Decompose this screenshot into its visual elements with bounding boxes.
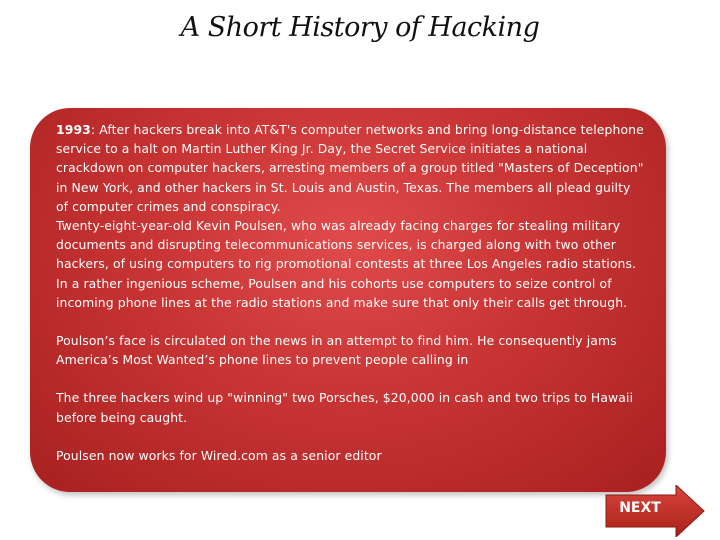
paragraph-poulsen-charges: Twenty-eight-year-old Kevin Poulsen, who was already facing charges for stealing military documents and disrupting telecommunications services, is charged along with two other hackers, of using computers to rig promotional contests at three Los Angeles radio stations. In a rather ingenious scheme, Poulsen and his cohorts use computers to seize control of incoming phone lines at the radio stations and make sure that only their calls get through. [56,218,637,310]
content-text [56,120,646,465]
paragraph-1993-body: : After hackers break into AT&T's computer networks and bring long-distance telephone service to a halt on Martin Luther King Jr. Day, the Secret Service initiates a national crackdown on computer hackers, arresting members of a group titled "Masters of Deception" in New York, and other hackers in St. Louis and Austin, Texas. The members all plead guilty of computer crimes and conspiracy. [56,122,644,214]
next-button[interactable] [604,485,706,537]
paragraph-wired: Poulsen now works for Wired.com as a senior editor [56,447,382,463]
paragraph-1993 [56,120,646,216]
next-button-label: NEXT [619,500,661,516]
year-label: 1993 [56,122,91,137]
paragraph-winnings: The three hackers wind up "winning" two Porsches, $20,000 in cash and two trips to Hawaii before being caught. [56,390,634,425]
slide-title: A Short History of Hacking [180,12,540,43]
paragraph-poulson-face: Poulson’s face is circulated on the news in an attempt to find him. He consequently jams America’s Most Wanted’s phone lines to prevent people calling in [56,333,617,368]
